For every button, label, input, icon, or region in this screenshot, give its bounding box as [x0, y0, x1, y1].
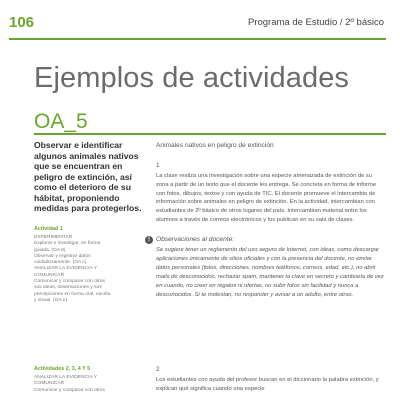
activity-1-label: Actividad 1: [34, 226, 63, 232]
page-number: 106: [9, 14, 35, 31]
section-heading: Animales nativos en peligro de extinción: [156, 142, 274, 149]
activity-1-text: La clase realiza una investigación sobre una especie amenazada de extinción de su zona a partir de un texto que el docente les entrega. Se concreta en forma de informe con fotos, dibujos, textos y con ayuda de TIC. El docente promueve el intercambio de información sobre animales en peligro de extinción. En la actividad, intercambian con estudiantes de 2º básico de otros lugares del país. Intercambian material entre los alumnos a través de correos electrónicos y los publican en su sala de clases.: [156, 173, 377, 223]
activity-1-skills: [34, 226, 149, 304]
activities-2-5-skills: [34, 366, 149, 394]
oa-code: OA_5: [34, 110, 88, 133]
header-divider: [9, 38, 386, 40]
oa-divider: [34, 133, 386, 135]
skill-line: ANALIZAR LA EVIDENCIA Y: [34, 375, 97, 380]
activity-number-1: 1: [156, 162, 160, 169]
alert-icon: !: [145, 236, 153, 244]
page-title: Ejemplos de actividades: [34, 62, 350, 94]
observations-title: Observaciones al docente:: [156, 236, 235, 243]
skill-line: Explorar e investigar, en forma: [34, 241, 101, 247]
skill-line: EXPERIMENTAR: [34, 235, 73, 240]
skill-line: guiada. (OA 8): [34, 247, 66, 253]
skill-line: Comunicar y comparar con otros: [34, 279, 105, 285]
running-head: Programa de Estudio / 2º básico: [247, 17, 384, 28]
learning-objective: Observar e identificar algunos animales nativos que se encuentran en peligro de extinción, así como el deterioro de su hábitat, proponiendo medidas para protegerlos.: [34, 140, 142, 213]
skill-line: COMUNICAR: [34, 272, 65, 278]
activities-2-5-label: Actividades 2, 3, 4 Y 5: [34, 366, 91, 372]
skill-line: Comunicar y comparar con otros: [34, 387, 105, 393]
skill-line: sus ideas, observaciones y sus: [34, 285, 102, 291]
observations-text: Se sugiere tener un reglamento del uso seguro de Internet, con ideas, como descargar aplicaciones únicamente de sitios oficiales y con la presencia del docente, no enviar datos personales (fotos, direcciones, nombres teléfonos, correos, edad, etc.), no abrir mails de desconocidos, rechazar spam, mantener la clave en secreto y cambiarla de vez en cuando, no creer en regalos ni ofertas, no subir fotos sin facilidad y nunca a desconocidos. Si te molestan, no responder y avisar a un adulto, entre otras.: [156, 247, 384, 298]
skill-line: Observar y registrar datos: [34, 253, 91, 259]
skill-line: ANALIZAR LA EVIDENCIA Y: [34, 266, 97, 272]
skill-line: y visual. (OA e): [34, 297, 68, 303]
skill-line: percepciones en forma oral, escrita: [34, 291, 111, 297]
activity-2-text: Los estudiantes con ayuda del profesor buscan en el diccionario la palabra extinción, y explican qué significa cuando una especie: [156, 377, 379, 392]
skill-line: COMUNICAR: [34, 381, 65, 387]
skill-line: cuidadosamente. (OA c): [34, 260, 87, 266]
activity-number-2: 2: [156, 366, 160, 373]
